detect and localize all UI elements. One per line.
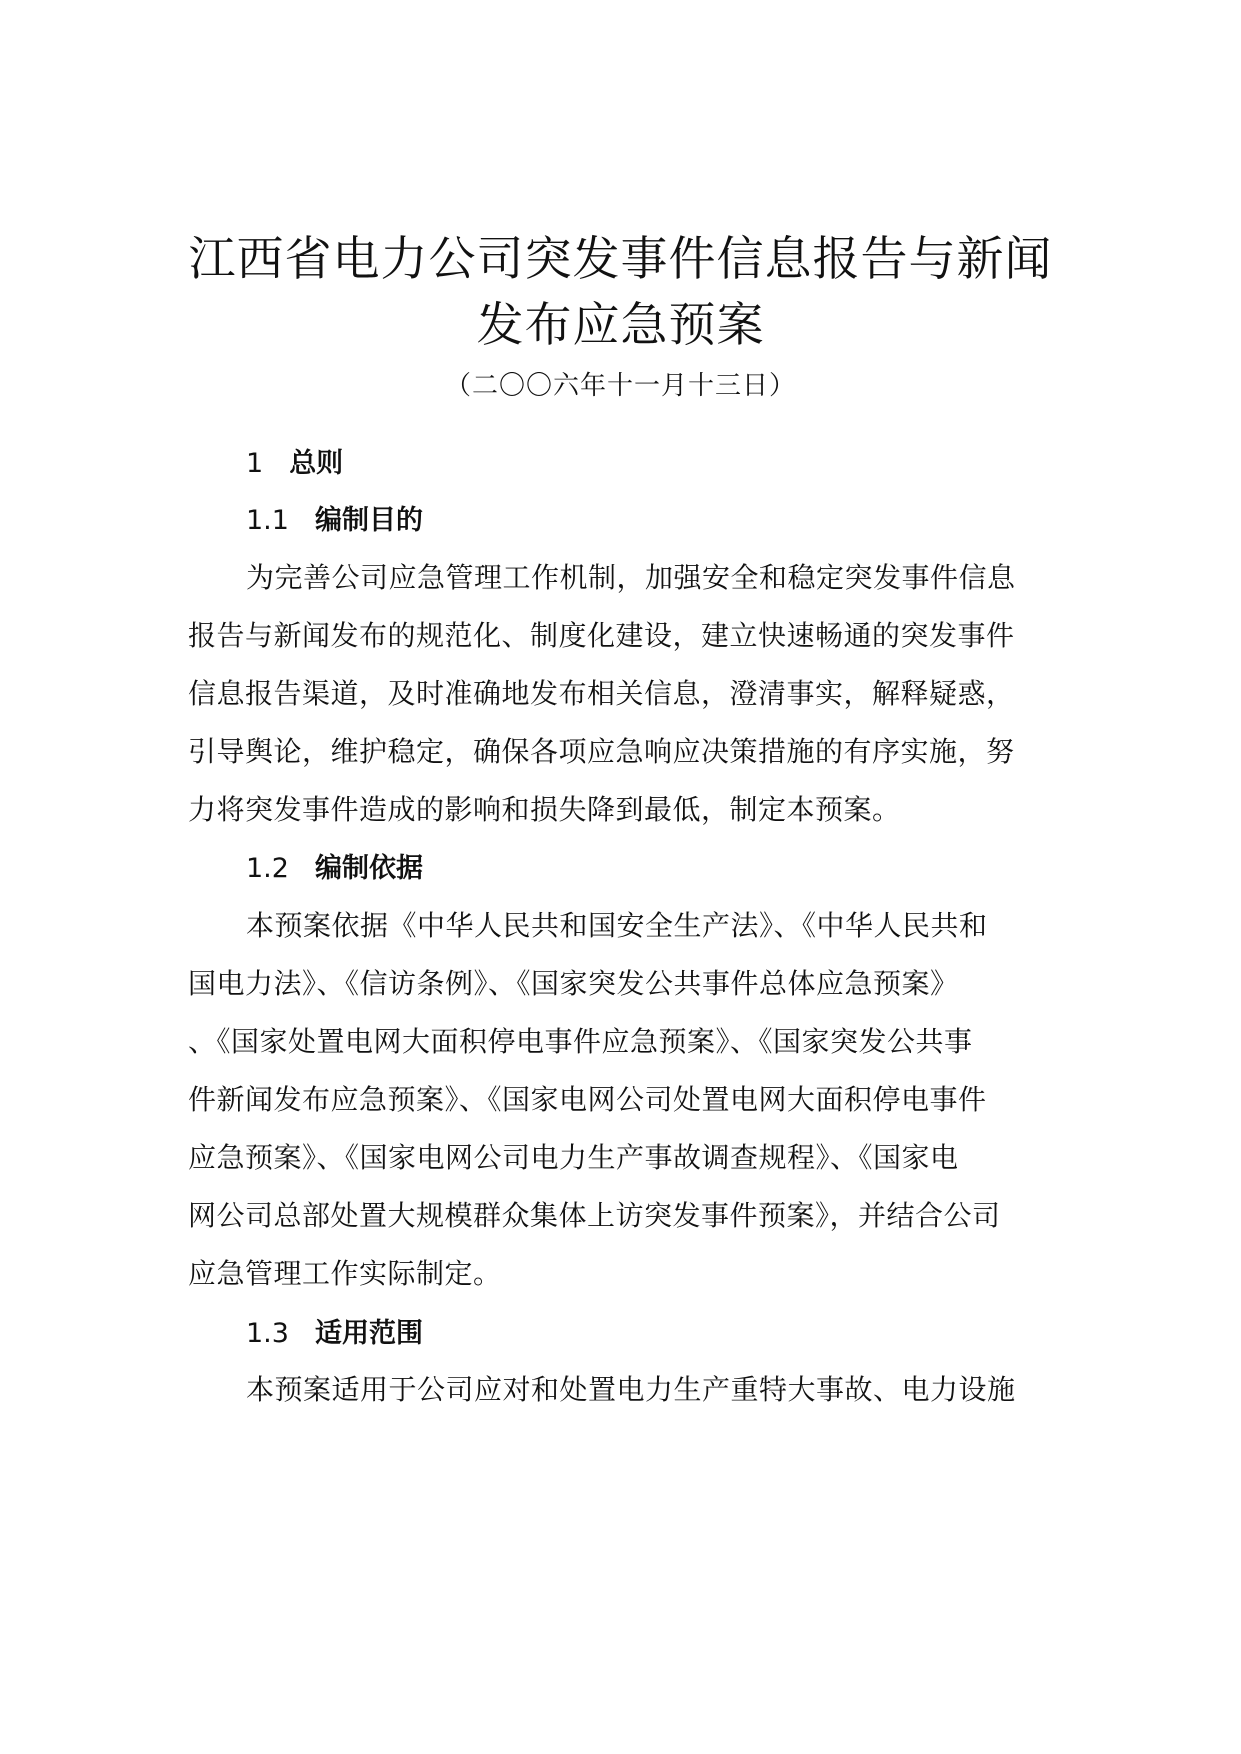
paragraph-line: 件新闻发布应急预案》、《国家电网公司处置电网大面积停电事件 [188, 1083, 987, 1116]
paragraph-line: 网公司总部处置大规模群众集体上访突发事件预案》，并结合公司 [188, 1199, 1001, 1232]
section-heading-1-3 [246, 1311, 423, 1350]
section-title: 编制目的 [314, 505, 423, 536]
paragraph-line: 国电力法》、《信访条例》、《国家突发公共事件总体应急预案》 [188, 967, 959, 1000]
section-title: 总则 [289, 448, 344, 479]
paragraph-line: 本预案依据《中华人民共和国安全生产法》、《中华人民共和 [246, 909, 988, 942]
section-number: 1.1 [246, 505, 289, 536]
section-title: 编制依据 [314, 853, 423, 884]
paragraph-line: 应急管理工作实际制定。 [188, 1257, 502, 1290]
paragraph-line: 、《国家处置电网大面积停电事件应急预案》、《国家突发公共事 [188, 1025, 973, 1058]
section-heading-1 [246, 441, 343, 480]
section-title: 适用范围 [314, 1318, 423, 1349]
paragraph-line: 信息报告渠道，及时准确地发布相关信息，澄清事实，解释疑惑， [188, 677, 1015, 710]
document-title-line-2: 发布应急预案 [476, 298, 765, 353]
paragraph-line: 应急预案》、《国家电网公司电力生产事故调查规程》、《国家电 [188, 1141, 959, 1174]
document-title-line-1: 江西省电力公司突发事件信息报告与新闻 [188, 232, 1053, 287]
section-number: 1.2 [246, 853, 289, 884]
paragraph-line: 引导舆论，维护稳定，确保各项应急响应决策措施的有序实施，努 [188, 735, 1015, 768]
paragraph-line: 为完善公司应急管理工作机制，加强安全和稳定突发事件信息 [246, 561, 1016, 594]
section-number: 1 [246, 448, 264, 479]
paragraph-line: 报告与新闻发布的规范化、制度化建设，建立快速畅通的突发事件 [188, 619, 1015, 652]
paragraph-line: 力将突发事件造成的影响和损失降到最低，制定本预案。 [188, 793, 901, 826]
section-number: 1.3 [246, 1318, 289, 1349]
section-heading-1-1 [246, 498, 423, 537]
document-date: （二〇〇六年十一月十三日） [444, 371, 796, 401]
paragraph-line: 本预案适用于公司应对和处置电力生产重特大事故、电力设施 [246, 1373, 1016, 1406]
section-heading-1-2 [246, 846, 423, 885]
